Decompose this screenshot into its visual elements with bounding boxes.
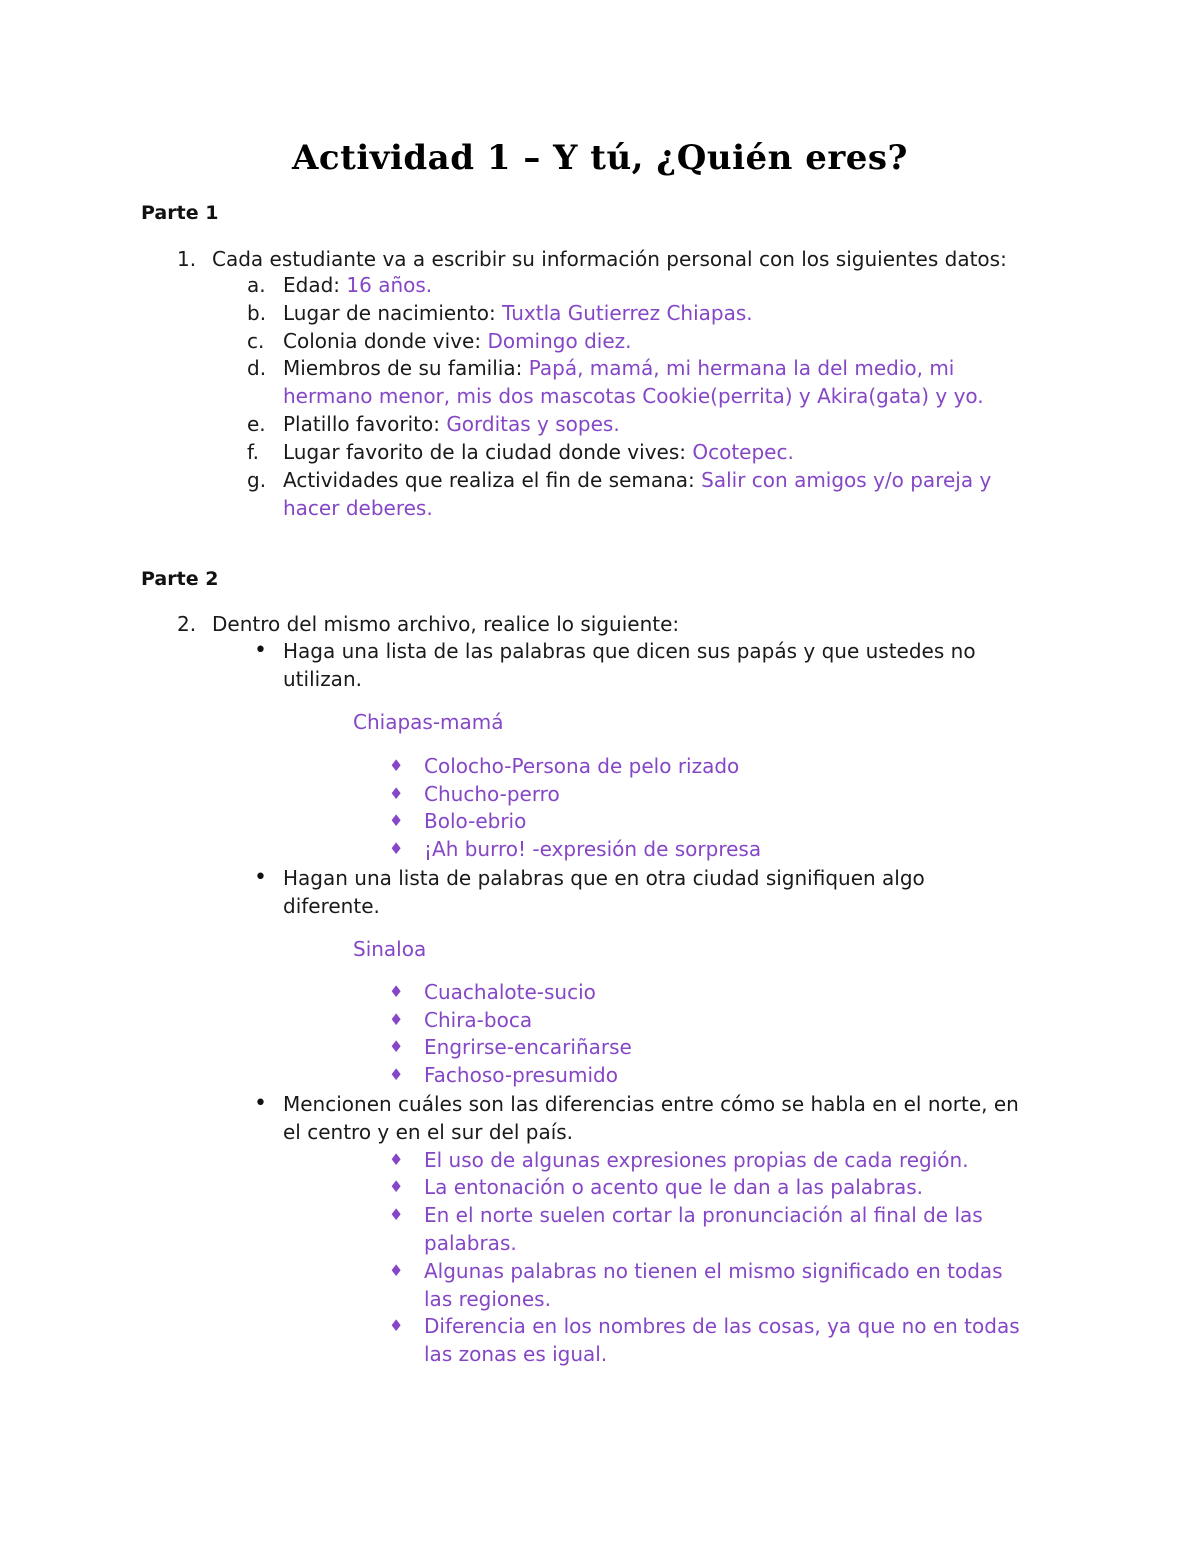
- field-label: Lugar favorito de la ciudad donde vives:: [283, 440, 693, 464]
- difference-item: En el norte suelen cortar la pronunciación al final de las: [424, 1203, 983, 1227]
- bullet-icon: •: [254, 1091, 267, 1116]
- field-label: Actividades que realiza el fin de semana:: [283, 468, 702, 492]
- field-answer: Papá, mamá, mi hermana la del medio, mi: [528, 356, 955, 380]
- word-item: Chucho-perro: [424, 782, 560, 806]
- field-actividades: [283, 466, 991, 494]
- task-1-text-cont: utilizan.: [283, 667, 362, 691]
- word-item: ¡Ah burro! -expresión de sorpresa: [424, 837, 762, 861]
- word-item: Cuachalote-sucio: [424, 980, 596, 1004]
- page-title: Actividad 1 – Y tú, ¿Quién eres?: [292, 138, 908, 178]
- field-answer-continuation: hacer deberes.: [283, 496, 433, 520]
- diamond-bullet-icon: ♦: [389, 1150, 404, 1169]
- field-answer: Domingo diez.: [487, 329, 632, 353]
- field-answer-continuation: hermano menor, mis dos mascotas Cookie(perrita) y Akira(gata) y yo.: [283, 384, 984, 408]
- field-colonia: [283, 327, 632, 355]
- list-marker: d.: [247, 356, 267, 380]
- list-number: 1.: [177, 247, 197, 271]
- difference-item: El uso de algunas expresiones propias de cada región.: [424, 1148, 969, 1172]
- task-2-text-cont: diferente.: [283, 894, 380, 918]
- field-edad: [283, 271, 432, 299]
- difference-item-cont: palabras.: [424, 1231, 517, 1255]
- task-1-text: Haga una lista de las palabras que dicen sus papás y que ustedes no: [283, 639, 976, 663]
- diamond-bullet-icon: ♦: [389, 982, 404, 1001]
- parte-2-intro: Dentro del mismo archivo, realice lo siguiente:: [212, 612, 680, 636]
- section-heading-parte-2: Parte 2: [141, 568, 219, 590]
- list-marker: g.: [247, 468, 267, 492]
- field-platillo: [283, 410, 620, 438]
- field-answer: Ocotepec.: [692, 440, 794, 464]
- list-marker: e.: [247, 412, 266, 436]
- field-answer: Tuxtla Gutierrez Chiapas.: [502, 301, 753, 325]
- task-3-text-cont: el centro y en el sur del país.: [283, 1120, 574, 1144]
- field-answer: 16 años.: [346, 273, 433, 297]
- bullet-icon: •: [254, 638, 267, 663]
- word-item: Engrirse-encariñarse: [424, 1035, 632, 1059]
- field-lugar-favorito: [283, 438, 794, 466]
- diamond-bullet-icon: ♦: [389, 784, 404, 803]
- field-label: Lugar de nacimiento:: [283, 301, 503, 325]
- list-number: 2.: [177, 612, 197, 636]
- word-item: Chira-boca: [424, 1008, 533, 1032]
- word-item: Bolo-ebrio: [424, 809, 527, 833]
- field-answer: Gorditas y sopes.: [446, 412, 620, 436]
- task-2-text: Hagan una lista de palabras que en otra ciudad signifiquen algo: [283, 866, 925, 890]
- word-item: Colocho-Persona de pelo rizado: [424, 754, 740, 778]
- diamond-bullet-icon: ♦: [389, 1065, 404, 1084]
- diamond-bullet-icon: ♦: [389, 1010, 404, 1029]
- difference-item: Algunas palabras no tienen el mismo significado en todas: [424, 1259, 1003, 1283]
- field-familia: [283, 354, 954, 382]
- diamond-bullet-icon: ♦: [389, 756, 404, 775]
- field-lugar-nacimiento: [283, 299, 753, 327]
- diamond-bullet-icon: ♦: [389, 839, 404, 858]
- difference-item: La entonación o acento que le dan a las palabras.: [424, 1175, 923, 1199]
- diamond-bullet-icon: ♦: [389, 811, 404, 830]
- section-heading-parte-1: Parte 1: [141, 202, 219, 224]
- group-label-sinaloa: Sinaloa: [353, 937, 427, 961]
- field-label: Colonia donde vive:: [283, 329, 488, 353]
- task-3-text: Mencionen cuáles son las diferencias entre cómo se habla en el norte, en: [283, 1092, 1019, 1116]
- field-label: Edad:: [283, 273, 347, 297]
- bullet-icon: •: [254, 865, 267, 890]
- field-answer: Salir con amigos y/o pareja y: [701, 468, 992, 492]
- word-item: Fachoso-presumido: [424, 1063, 618, 1087]
- field-label: Miembros de su familia:: [283, 356, 529, 380]
- diamond-bullet-icon: ♦: [389, 1177, 404, 1196]
- list-marker: c.: [247, 329, 265, 353]
- diamond-bullet-icon: ♦: [389, 1261, 404, 1280]
- diamond-bullet-icon: ♦: [389, 1205, 404, 1224]
- parte-1-intro: Cada estudiante va a escribir su información personal con los siguientes datos:: [212, 247, 1007, 271]
- list-marker: f.: [247, 440, 259, 464]
- diamond-bullet-icon: ♦: [389, 1316, 404, 1335]
- field-label: Platillo favorito:: [283, 412, 447, 436]
- list-marker: a.: [247, 273, 266, 297]
- diamond-bullet-icon: ♦: [389, 1037, 404, 1056]
- group-label-chiapas: Chiapas-mamá: [353, 710, 504, 734]
- difference-item: Diferencia en los nombres de las cosas, ya que no en todas: [424, 1314, 1020, 1338]
- difference-item-cont: las regiones.: [424, 1287, 551, 1311]
- difference-item-cont: las zonas es igual.: [424, 1342, 608, 1366]
- list-marker: b.: [247, 301, 267, 325]
